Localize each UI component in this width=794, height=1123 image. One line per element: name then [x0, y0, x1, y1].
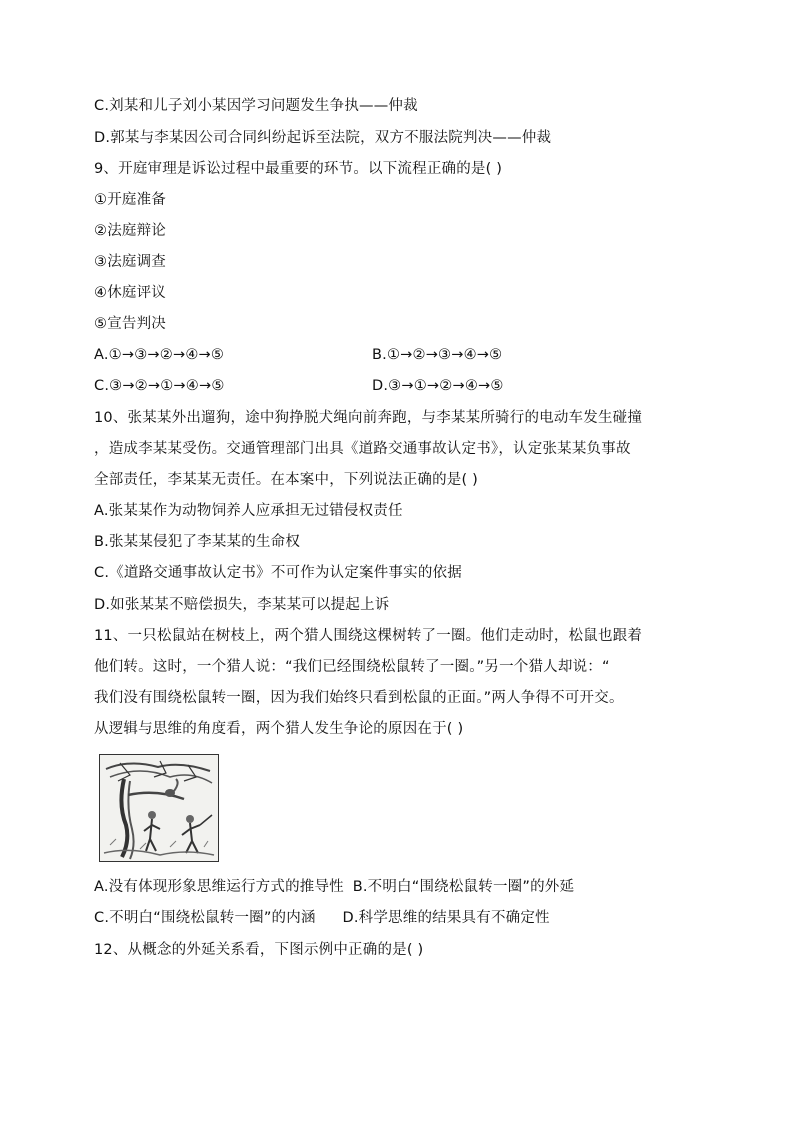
q11-stem-line-1: 11、一只松鼠站在树枝上，两个猎人围绕这棵树转了一圈。他们走动时，松鼠也跟着 [94, 628, 643, 644]
q10-option-d[interactable]: D.如张某某不赔偿损失，李某某可以提起上诉 [94, 597, 390, 613]
q10-stem-line-2: ，造成李某某受伤。交通管理部门出具《道路交通事故认定书》，认定张某某负事故 [94, 441, 631, 457]
q10-option-b[interactable]: B.张某某侵犯了李某某的生命权 [94, 534, 301, 550]
q11-stem-line-3: 我们没有围绕松鼠转一圈，因为我们始终只看到松鼠的正面。”两人争得不可开交。 [94, 690, 624, 706]
q11-option-c[interactable]: C.不明白“围绕松鼠转一圈”的内涵 [94, 910, 316, 926]
q9-option-a[interactable]: A.①→③→②→④→⑤ [94, 347, 225, 363]
q11-option-a[interactable]: A.没有体现形象思维运行方式的推导性 [94, 879, 344, 895]
q9-option-b[interactable]: B.①→②→③→④→⑤ [372, 347, 503, 363]
q11-option-a-b [94, 877, 694, 897]
illustration-sketch [100, 755, 218, 861]
q9-step-5: ⑤宣告判决 [94, 316, 166, 332]
q10-stem-line-3: 全部责任，李某某无责任。在本案中，下列说法正确的是( ) [94, 472, 479, 488]
q9-stem: 9、开庭审理是诉讼过程中最重要的环节。以下流程正确的是( ) [94, 161, 503, 177]
q8-option-d[interactable]: D.郭某与李某因公司合同纠纷起诉至法院，双方不服法院判决——仲裁 [94, 130, 552, 146]
q11-option-c-d [94, 908, 694, 928]
q11-option-b[interactable]: B.不明白“围绕松鼠转一圈”的外延 [352, 879, 575, 895]
squirrel-hunters-illustration [99, 754, 219, 862]
q8-option-c[interactable]: C.刘某和儿子刘小某因学习问题发生争执——仲裁 [94, 98, 418, 114]
q10-option-c[interactable]: C.《道路交通事故认定书》不可作为认定案件事实的依据 [94, 565, 462, 581]
q9-step-2: ②法庭辩论 [94, 223, 166, 239]
q9-option-d[interactable]: D.③→①→②→④→⑤ [372, 378, 504, 394]
q9-step-4: ④休庭评议 [94, 285, 166, 301]
q9-step-1: ①开庭准备 [94, 192, 166, 208]
q11-option-d[interactable]: D.科学思维的结果具有不确定性 [342, 910, 550, 926]
q9-step-3: ③法庭调查 [94, 254, 166, 270]
q12-stem: 12、从概念的外延关系看，下图示例中正确的是( ) [94, 942, 424, 958]
q11-stem-line-4: 从逻辑与思维的角度看，两个猎人发生争论的原因在于( ) [94, 721, 464, 737]
q10-option-a[interactable]: A.张某某作为动物饲养人应承担无过错侵权责任 [94, 503, 403, 519]
q10-stem-line-1: 10、张某某外出遛狗，途中狗挣脱犬绳向前奔跑，与李某某所骑行的电动车发生碰撞 [94, 410, 643, 426]
q11-stem-line-2: 他们转。这时，一个猎人说：“我们已经围绕松鼠转了一圈。”另一个猎人却说：“ [94, 659, 610, 675]
q9-option-c[interactable]: C.③→②→①→④→⑤ [94, 378, 225, 394]
